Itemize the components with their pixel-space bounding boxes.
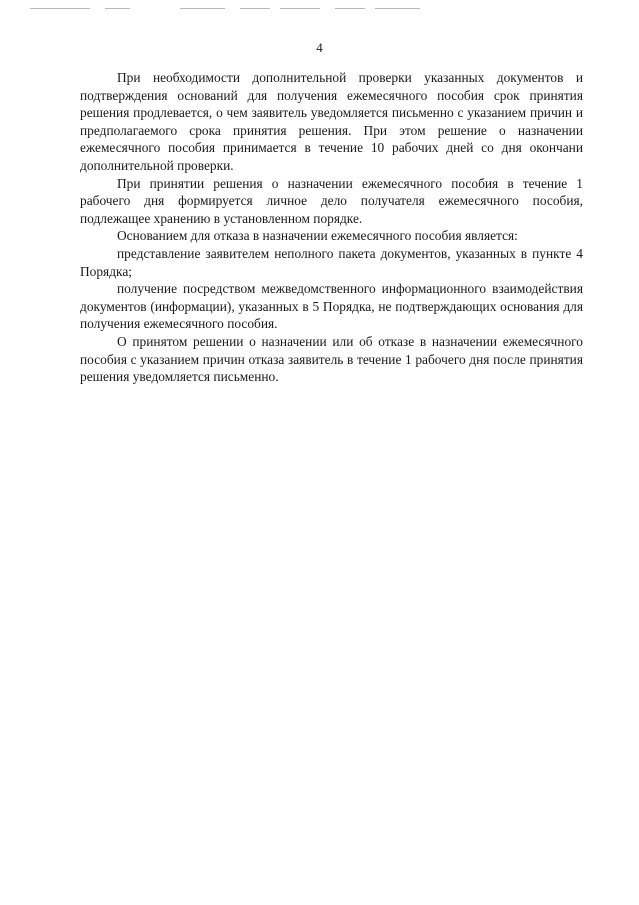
paragraph-additional-check: При необходимости дополнительной проверки указанных документов и подтверждения оснований для получения ежемесячного пособия срок принятия решения продлевается, о чем заявитель уведомляется письменно с указанием причин и предполагаемого срока принятия решения. При этом решение о назначении ежемесячного пособия принимается в течение 10 рабочих дней со дня окончани дополнительной проверки. [80,70,583,173]
paragraph-decision-notification: О принятом решении о назначении или об отказе в назначении ежемесячного пособия с указанием причин отказа заявитель в течение 1 рабочего дня после принятия решения уведомляется письменно. [80,333,583,385]
document-body [80,69,583,386]
paragraph-interagency-documents: получение посредством межведомственного информационного взаимодействия документов (информации), указанных в 5 Порядка, не подтверждающих основания для получения ежемесячного пособия. [80,281,583,332]
paragraph-incomplete-package: представление заявителем неполного пакета документов, указанных в пункте 4 Порядка; [80,245,583,279]
paragraph-refusal-grounds: Основанием для отказа в назначении ежемесячного пособия является: [117,228,518,244]
paragraph-personal-file: При принятии решения о назначении ежемесячного пособия в течение 1 рабочего дня формируется личное дело получателя ежемесячного пособия, подлежащее хранению в установленном порядке. [80,175,583,226]
page-number: 4 [316,40,323,55]
scan-artifact-top [30,8,609,10]
